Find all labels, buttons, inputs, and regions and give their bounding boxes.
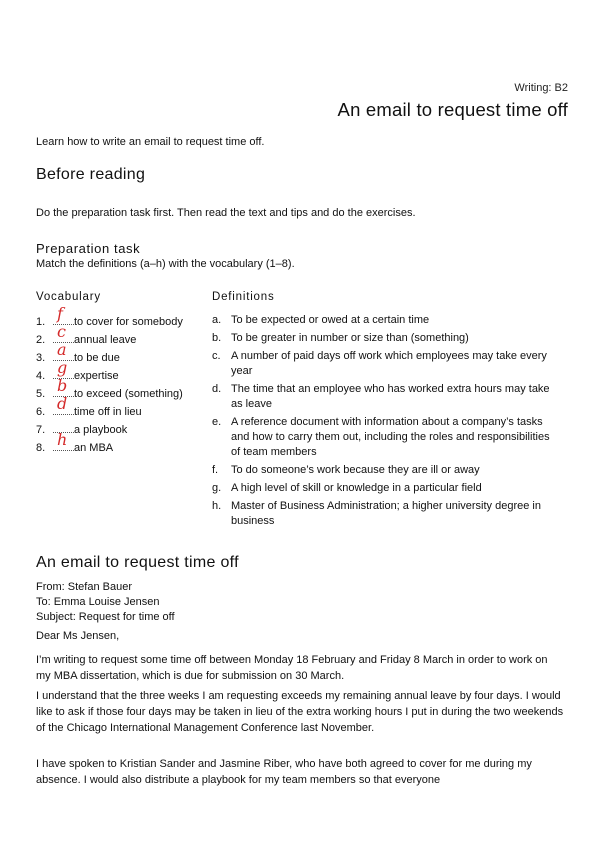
- definition-letter: d.: [212, 383, 222, 395]
- definition-text: To be greater in number or size than (something): [231, 332, 469, 344]
- definition-text: The time that an employee who has worked extra hours may take as leave: [231, 383, 550, 410]
- vocab-number: 7.: [36, 424, 46, 436]
- vocabulary-heading: Vocabulary: [36, 291, 101, 303]
- email-paragraph: I have spoken to Kristian Sander and Jasmine Riber, who have both agreed to cover for me during my absence. I would also distribute a playbook for my team members so that everyone: [36, 758, 532, 786]
- handwritten-answer: c: [57, 322, 66, 341]
- definition-text: A high level of skill or knowledge in a particular field: [231, 482, 482, 494]
- definition-item: [212, 331, 552, 346]
- handwritten-answer: h: [57, 430, 68, 449]
- definition-letter: b.: [212, 332, 222, 344]
- intro-text: Learn how to write an email to request time off.: [36, 136, 265, 148]
- email-from: From: Stefan Bauer: [36, 581, 132, 593]
- definition-text: A number of paid days off work which employees may take every year: [231, 350, 547, 377]
- vocab-number: 5.: [36, 388, 46, 400]
- definition-item: [212, 499, 552, 529]
- vocab-term: an MBA: [74, 442, 114, 454]
- vocab-number: 6.: [36, 406, 46, 418]
- vocab-number: 4.: [36, 370, 46, 382]
- email-header: [36, 580, 175, 625]
- definition-text: To be expected or owed at a certain time: [231, 314, 430, 326]
- vocab-term: annual leave: [74, 334, 137, 346]
- preparation-heading: Preparation task: [36, 241, 141, 256]
- before-reading-heading: Before reading: [36, 166, 146, 183]
- definition-letter: f.: [212, 464, 219, 476]
- definition-item: [212, 481, 552, 496]
- definition-text: A reference document with information about a company’s tasks and how to carry them out, including the roles and responsibilities of team members: [231, 416, 550, 458]
- vocab-term: to be due: [74, 352, 120, 364]
- definition-letter: e.: [212, 416, 222, 428]
- email-paragraph: I understand that the three weeks I am requesting exceeds my remaining annual leave by four days. I would like to ask if those four days may be taken in lieu of the extra working hours I put in during the two weekends of the Chicago International Management Conference last November.: [36, 690, 564, 734]
- definition-letter: g.: [212, 482, 222, 494]
- definition-text: Master of Business Administration; a higher university degree in business: [231, 500, 541, 527]
- definition-item: [212, 349, 552, 379]
- definition-text: To do someone’s work because they are ill or away: [231, 464, 480, 476]
- vocab-term: a playbook: [74, 424, 128, 436]
- vocabulary-list: [36, 304, 211, 457]
- email-paragraph: I’m writing to request some time off between Monday 18 February and Friday 8 March in order to work on my MBA dissertation, which is due for submission on 30 March.: [36, 654, 548, 682]
- vocab-number: 3.: [36, 352, 46, 364]
- handwritten-answer: d: [57, 394, 68, 413]
- definition-item: [212, 415, 552, 460]
- answer-blank[interactable]: [53, 430, 74, 451]
- definition-item: [212, 463, 552, 478]
- definition-letter: c.: [212, 350, 221, 362]
- level-label: Writing: B2: [514, 82, 568, 94]
- page-title: An email to request time off: [337, 99, 568, 120]
- email-salutation: Dear Ms Jensen,: [36, 630, 120, 642]
- handwritten-answer: g: [57, 358, 68, 377]
- preparation-instruction: Match the definitions (a–h) with the vocabulary (1–8).: [36, 258, 295, 270]
- before-reading-instruction: Do the preparation task first. Then read the text and tips and do the exercises.: [36, 207, 416, 219]
- vocab-term: to exceed (something): [74, 388, 183, 400]
- email-heading: An email to request time off: [36, 554, 239, 571]
- answer-blank[interactable]: [53, 394, 74, 415]
- handwritten-answer: a: [57, 340, 67, 359]
- vocab-number: 1.: [36, 316, 46, 328]
- definitions-list: [212, 313, 552, 532]
- definition-letter: h.: [212, 500, 222, 512]
- email-subject: Subject: Request for time off: [36, 611, 175, 623]
- definition-item: [212, 313, 552, 328]
- vocab-term: time off in lieu: [74, 406, 142, 418]
- definitions-heading: Definitions: [212, 291, 275, 303]
- vocab-term: expertise: [74, 370, 119, 382]
- email-to: To: Emma Louise Jensen: [36, 596, 160, 608]
- vocab-number: 8.: [36, 442, 46, 454]
- vocab-number: 2.: [36, 334, 46, 346]
- handwritten-answer: b: [57, 376, 68, 395]
- handwritten-answer: f: [57, 304, 63, 323]
- definition-item: [212, 382, 552, 412]
- vocab-term: to cover for somebody: [74, 316, 183, 328]
- definition-letter: a.: [212, 314, 222, 326]
